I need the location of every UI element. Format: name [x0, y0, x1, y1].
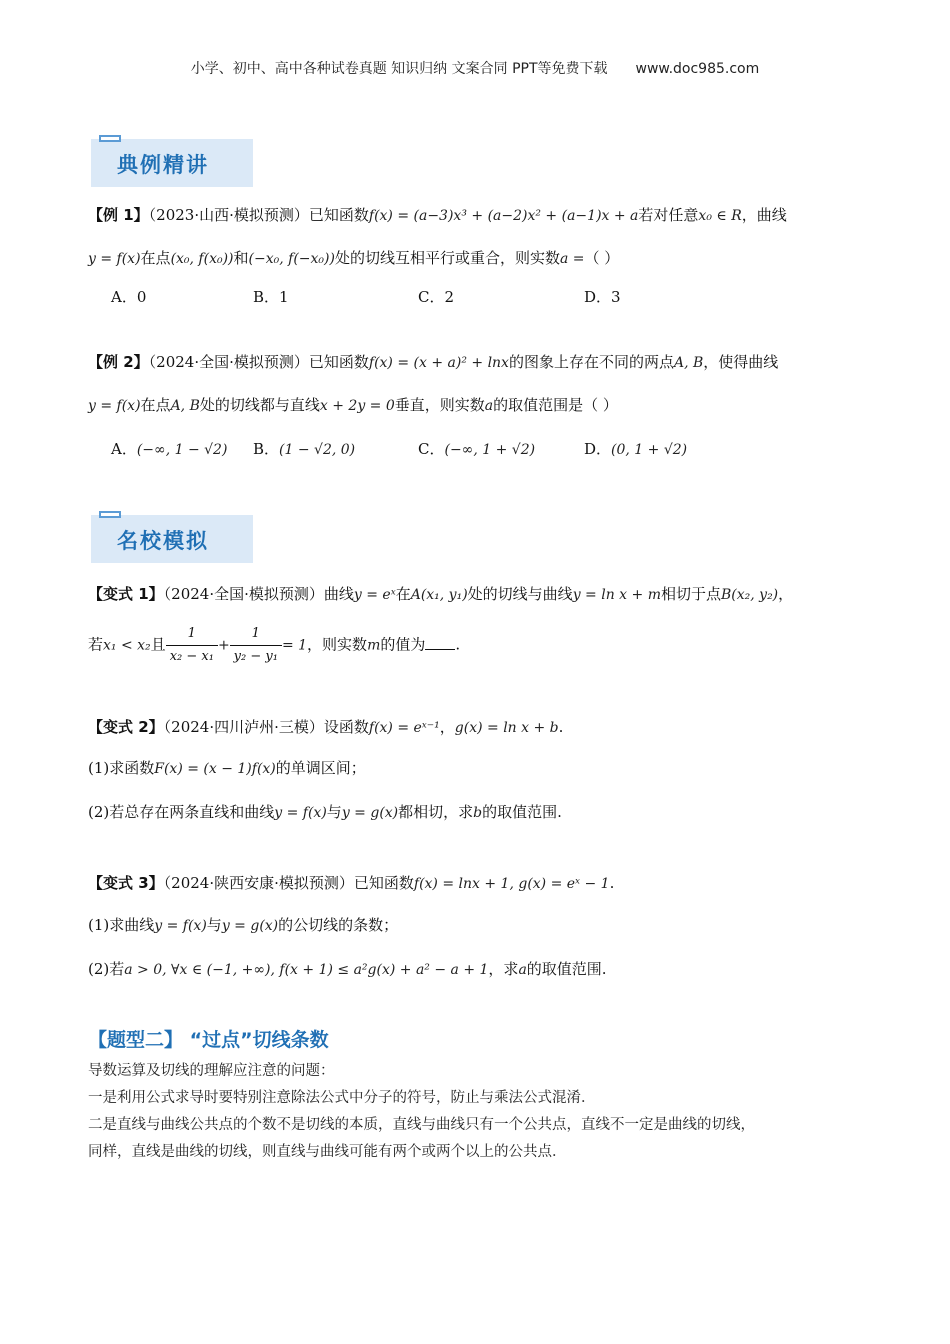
math: y = f(x)	[154, 918, 207, 934]
math: y = eˣ	[353, 587, 396, 603]
math: (−∞, 1 + √2)	[444, 442, 536, 458]
example-2-label: 【例 2】	[88, 353, 149, 371]
math: a =	[559, 251, 585, 267]
fraction	[230, 623, 282, 668]
variant-2-label: 【变式 2】	[88, 718, 164, 736]
text: 的单调区间；	[275, 759, 366, 777]
variant-2-line-1	[88, 716, 563, 739]
note-line: 导数运算及切线的理解应注意的问题：	[88, 1063, 335, 1079]
math: x₁ < x₂	[103, 637, 151, 654]
option-a: A．0	[111, 288, 147, 306]
math: (−x₀, f(−x₀))	[248, 251, 335, 267]
header-text: 小学、初中、高中各种试卷真题 知识归纳 文案合同 PPT等免费下载	[190, 61, 608, 77]
text: 的图象上存在不同的两点	[508, 353, 674, 371]
math: x + 2y = 0	[319, 398, 395, 414]
text: ，	[778, 585, 794, 603]
notes-block	[88, 1058, 868, 1166]
math: y = f(x)	[88, 251, 141, 267]
example-1-label: 【例 1】	[88, 206, 149, 224]
denominator: x₂ − x₁	[169, 649, 214, 664]
banner-title: 典例精讲	[117, 153, 209, 177]
variant-1-line-2	[88, 623, 460, 668]
variant-3-line-1	[88, 872, 614, 895]
section-banner-mock	[91, 515, 253, 563]
option-label: D．	[584, 440, 612, 458]
text: （2024·四川泸州·三模）设函数	[163, 718, 369, 736]
text: 在点	[140, 396, 171, 414]
example-2-line-2	[88, 394, 618, 417]
text: (2)若总存在两条直线和曲线	[88, 803, 275, 821]
text: 都相切，求	[398, 803, 474, 821]
math: y = g(x)	[221, 918, 279, 934]
variant-3-label: 【变式 3】	[88, 874, 164, 892]
section-heading: 【题型二】 “过点”切线条数	[88, 1029, 329, 1051]
banner-tab-icon	[99, 511, 121, 518]
text: 的值为	[380, 635, 426, 654]
banner-tab-icon	[99, 135, 121, 142]
text: (1)求函数	[88, 759, 155, 777]
math: A, B	[673, 355, 704, 371]
math: y = g(x)	[341, 805, 399, 821]
text: ，求	[488, 960, 519, 978]
text: 的取值范围.	[526, 960, 607, 978]
text: 的公切线的条数；	[278, 916, 399, 934]
text: 若	[88, 635, 104, 654]
option-c: C．2	[418, 288, 455, 306]
text: ，使得曲线	[703, 353, 779, 371]
example-1-line-1	[88, 204, 787, 227]
math: (1 − √2, 0)	[279, 442, 356, 458]
option-b: B．1	[253, 288, 289, 306]
math: A, B	[170, 398, 200, 414]
math: g(x) = ln x + b	[454, 720, 559, 736]
text: 处的切线都与直线	[199, 396, 320, 414]
example-1-function: f(x) = (a−3)x³ + (a−2)x² + (a−1)x + a	[368, 208, 639, 224]
text: (1)求曲线	[88, 916, 155, 934]
math: (x₀, f(x₀))	[170, 251, 234, 267]
math: (0, 1 + √2)	[611, 442, 688, 458]
numerator: 1	[230, 623, 282, 646]
text: （2024·全国·模拟预测）曲线	[163, 585, 354, 603]
option-label: A．	[111, 440, 137, 458]
math: y = f(x)	[88, 398, 141, 414]
math: = 1	[281, 637, 308, 654]
text: 若对任意	[638, 206, 699, 224]
text: 处的切线互相平行或重合，则实数	[334, 249, 560, 267]
text: 相切于点	[660, 585, 721, 603]
math: F(x) = (x − 1)f(x)	[154, 761, 276, 777]
text: 垂直，则实数	[394, 396, 485, 414]
text: 在点	[140, 249, 171, 267]
text: (2)若	[88, 960, 125, 978]
math: m	[367, 637, 381, 654]
section-banner-examples	[91, 139, 253, 187]
option-label: C．	[418, 440, 445, 458]
math: a	[484, 398, 494, 414]
page-header	[0, 58, 950, 78]
math: b	[473, 805, 483, 821]
answer-blank	[425, 635, 455, 650]
note-line: 同样，直线是曲线的切线，则直线与曲线可能有两个或两个以上的公共点．	[88, 1144, 567, 1160]
answer-paren: （ ）	[584, 249, 620, 267]
option-a	[111, 438, 227, 459]
note-line: 一是利用公式求导时要特别注意除法公式中分子的符号，防止与乘法公式混淆．	[88, 1090, 596, 1106]
text: （2024·陕西安康·模拟预测）已知函数	[163, 874, 414, 892]
text: .	[455, 635, 461, 654]
option-b	[253, 438, 355, 459]
variant-3-q1	[88, 914, 398, 937]
text: 在	[395, 585, 411, 603]
text: 与	[206, 916, 222, 934]
text: 且	[150, 635, 166, 654]
variant-1-label: 【变式 1】	[88, 585, 164, 603]
math: a	[518, 962, 527, 978]
text: 的取值范围.	[482, 803, 562, 821]
header-site: www.doc985.com	[635, 61, 760, 77]
option-d: D．3	[584, 288, 621, 306]
variant-1-line-1	[88, 583, 793, 606]
variant-3-q2	[88, 958, 607, 981]
text: 的取值范围是（ ）	[493, 396, 618, 414]
option-c	[418, 438, 535, 459]
example-1-source: （2023·山西·模拟预测）已知函数	[148, 206, 369, 224]
numerator: 1	[166, 623, 218, 646]
option-d	[584, 438, 687, 459]
text: 处的切线与曲线	[467, 585, 573, 603]
text: .	[609, 874, 615, 892]
text: ，曲线	[741, 206, 787, 224]
example-2-line-1	[88, 351, 778, 374]
math: f(x) = (x + a)² + lnx	[368, 355, 509, 371]
text: （2024·全国·模拟预测）已知函数	[148, 353, 369, 371]
fraction	[166, 623, 218, 668]
option-label: B．	[253, 440, 280, 458]
text: ，则实数	[307, 635, 368, 654]
banner-title: 名校模拟	[117, 529, 209, 553]
math: x₀ ∈ R	[698, 208, 742, 224]
math: (−∞, 1 − √2)	[136, 442, 228, 458]
math: A(x₁, y₁)	[410, 587, 468, 603]
math: a > 0, ∀x ∈ (−1, +∞), f(x + 1) ≤ a²g(x) + a² − a + 1	[124, 962, 489, 978]
math: y = ln x + m	[572, 587, 661, 603]
math: f(x) = eˣ⁻¹	[368, 720, 440, 736]
math: +	[217, 637, 230, 654]
text: .	[558, 718, 564, 736]
variant-2-q1	[88, 757, 366, 780]
math: B(x₂, y₂)	[721, 587, 779, 603]
note-line: 二是直线与曲线公共点的个数不是切线的本质，直线与曲线只有一个公共点，直线不一定是曲线的切线，	[88, 1117, 755, 1133]
variant-2-q2	[88, 801, 562, 824]
math: y = f(x)	[274, 805, 327, 821]
text: 与	[326, 803, 342, 821]
denominator: y₂ − y₁	[233, 649, 278, 664]
math: f(x) = lnx + 1, g(x) = eˣ − 1	[413, 876, 610, 892]
example-1-line-2	[88, 247, 619, 270]
text: 和	[233, 249, 249, 267]
text: ，	[439, 718, 455, 736]
